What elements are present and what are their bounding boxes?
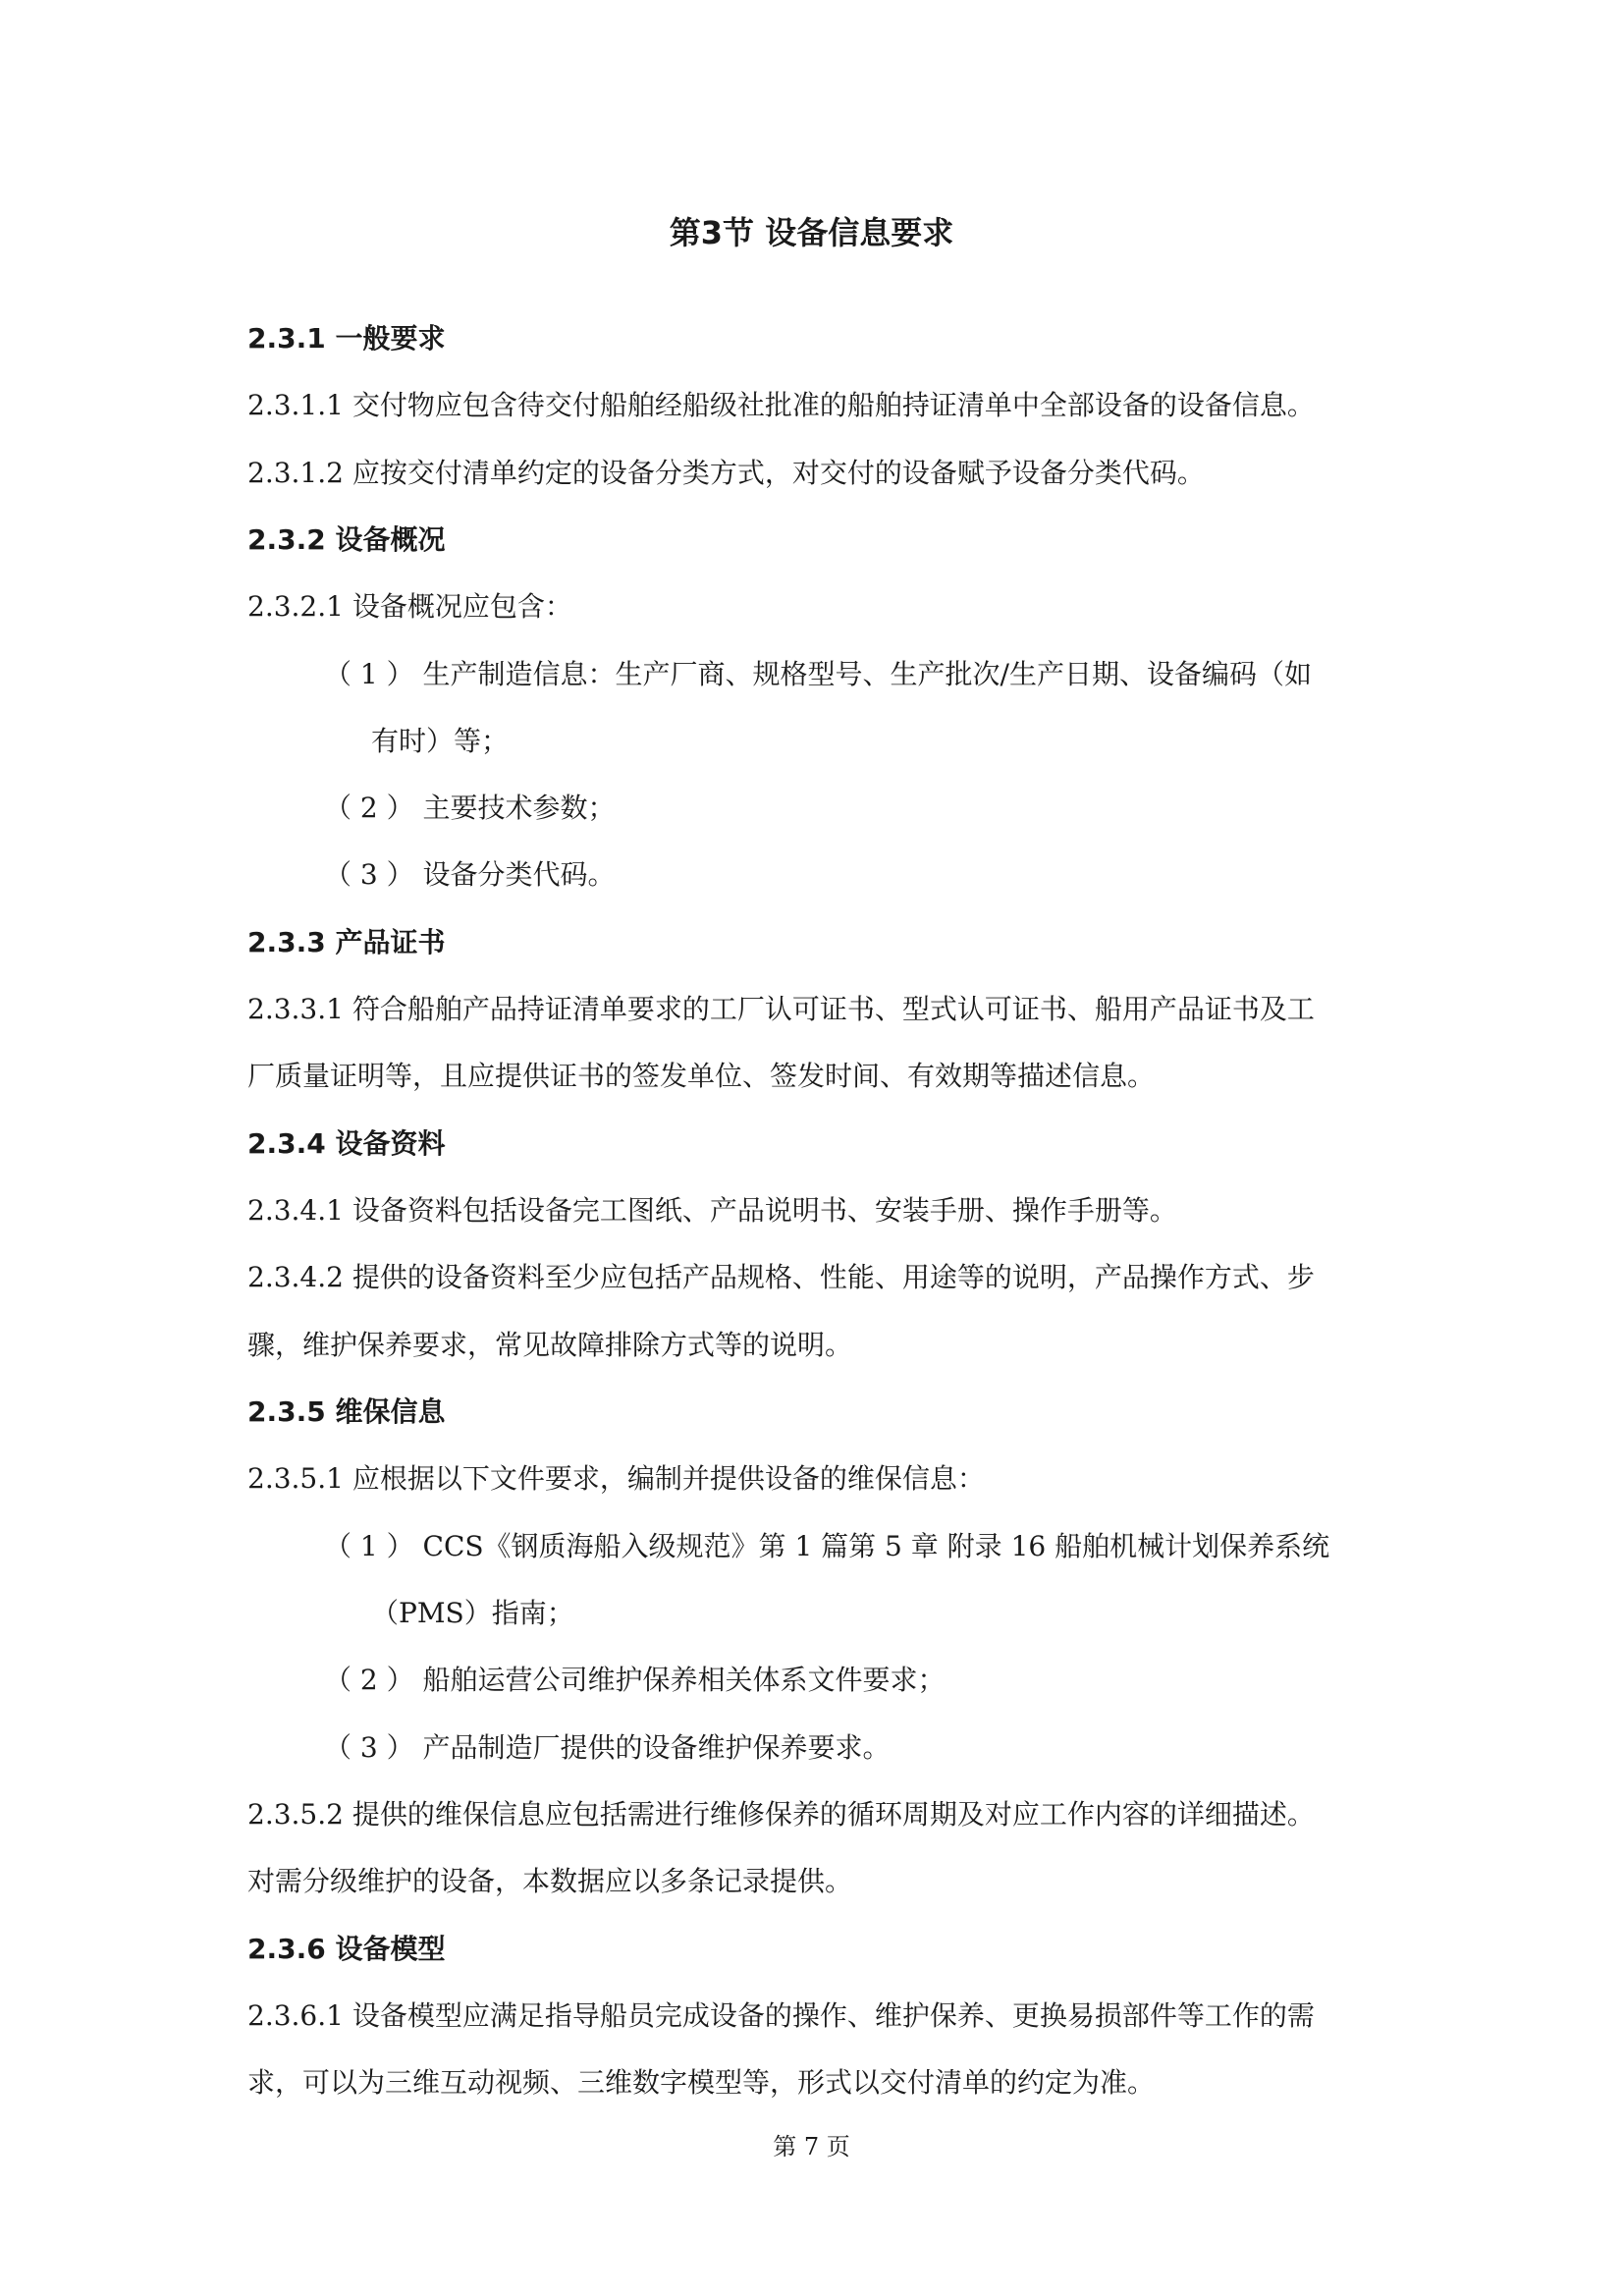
paragraph-2-3-4-2-cont: 骤，维护保养要求，常见故障排除方式等的说明。 xyxy=(247,1329,853,1361)
section-heading-2-3-2: 2.3.2 设备概况 xyxy=(247,523,446,556)
list-item-2-3-5-3: （ 3 ） 产品制造厂提供的设备维护保养要求。 xyxy=(324,1731,891,1764)
paragraph-2-3-5-2: 2.3.5.2 提供的维保信息应包括需进行维修保养的循环周期及对应工作内容的详细描述。 xyxy=(247,1798,1315,1831)
paragraph-2-3-4-1: 2.3.4.1 设备资料包括设备完工图纸、产品说明书、安装手册、操作手册等。 xyxy=(247,1194,1177,1227)
section-heading-2-3-4: 2.3.4 设备资料 xyxy=(247,1127,446,1160)
list-item-2-3-5-1-cont: （PMS）指南； xyxy=(371,1597,574,1629)
page-number: 第 7 页 xyxy=(773,2133,850,2160)
paragraph-2-3-6-1: 2.3.6.1 设备模型应满足指导船员完成设备的操作、维护保养、更换易损部件等工作的需 xyxy=(247,1999,1315,2032)
section-heading-2-3-5: 2.3.5 维保信息 xyxy=(247,1395,446,1428)
section-heading-2-3-3: 2.3.3 产品证书 xyxy=(247,926,446,958)
section-heading-2-3-1: 2.3.1 一般要求 xyxy=(247,322,446,355)
section-heading-2-3-6: 2.3.6 设备模型 xyxy=(247,1933,446,1965)
list-item-2-3-2-2: （ 2 ） 主要技术参数； xyxy=(324,792,616,824)
paragraph-2-3-1-1: 2.3.1.1 交付物应包含待交付船舶经船级社批准的船舶持证清单中全部设备的设备信息。 xyxy=(247,389,1315,421)
list-item-2-3-5-1: （ 1 ） CCS《钢质海船入级规范》第 1 篇第 5 章 附录 16 船舶机械计划保养系统 xyxy=(324,1530,1330,1562)
paragraph-2-3-5-1: 2.3.5.1 应根据以下文件要求，编制并提供设备的维保信息： xyxy=(247,1462,985,1495)
list-item-2-3-2-3: （ 3 ） 设备分类代码。 xyxy=(324,858,616,891)
paragraph-2-3-3-1-cont: 厂质量证明等，且应提供证书的签发单位、签发时间、有效期等描述信息。 xyxy=(247,1060,1156,1092)
paragraph-2-3-5-2-cont: 对需分级维护的设备，本数据应以多条记录提供。 xyxy=(247,1865,853,1897)
paragraph-2-3-6-1-cont: 求，可以为三维互动视频、三维数字模型等，形式以交付清单的约定为准。 xyxy=(247,2066,1156,2099)
paragraph-2-3-3-1: 2.3.3.1 符合船舶产品持证清单要求的工厂认可证书、型式认可证书、船用产品证书及工 xyxy=(247,993,1315,1025)
paragraph-2-3-4-2: 2.3.4.2 提供的设备资料至少应包括产品规格、性能、用途等的说明，产品操作方式、步 xyxy=(247,1261,1315,1293)
list-item-2-3-5-2: （ 2 ） 船舶运营公司维护保养相关体系文件要求； xyxy=(324,1664,946,1696)
paragraph-2-3-1-2: 2.3.1.2 应按交付清单约定的设备分类方式，对交付的设备赋予设备分类代码。 xyxy=(247,457,1205,489)
list-item-2-3-2-1: （ 1 ） 生产制造信息：生产厂商、规格型号、生产批次/生产日期、设备编码（如 xyxy=(324,658,1312,690)
paragraph-2-3-2-1: 2.3.2.1 设备概况应包含： xyxy=(247,590,572,623)
list-item-2-3-2-1-cont: 有时）等； xyxy=(371,725,510,757)
page-title: 第3节 设备信息要求 xyxy=(669,214,954,251)
